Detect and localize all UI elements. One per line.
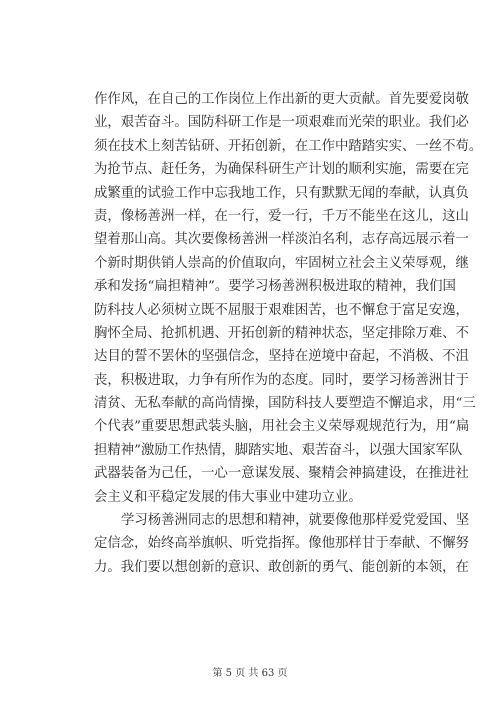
text-line: 丧，积极进取，力争有所作为的态度。同时，要学习杨善洲甘于 (94, 372, 469, 388)
text-line: 学习杨善洲同志的思想和精神，就要像他那样爱党爱国、坚 (121, 513, 470, 529)
text-line: 须在技术上刻苦钻研、开拓创新，在工作中踏踏实实、一丝不苟。 (94, 138, 483, 154)
text-line: 业，艰苦奋斗。国防科研工作是一项艰难而光荣的职业。我们必 (94, 115, 469, 131)
text-line: 个新时期供销人崇高的价值取向，牢固树立社会主义荣辱观，继 (94, 255, 469, 271)
text-line: 力。我们要以想创新的意识、敢创新的勇气、能创新的本领，在 (94, 559, 469, 575)
text-line: 定信念，始终高举旗帜、听党指挥。像他那样甘于奉献、不懈努 (94, 536, 469, 552)
text-line: 作作风，在自己的工作岗位上作出新的更大贡献。首先要爱岗敬 (94, 92, 469, 107)
text-line: 承和发扬“扁担精神”。要学习杨善洲积极进取的精神，我们国 (94, 279, 456, 295)
page-number-label: 第 5 页 共 63 页 (212, 668, 288, 679)
text-line: 武器装备为己任，一心一意谋发展、聚精会神搞建设，在推进社 (94, 466, 469, 482)
page-footer (0, 664, 500, 679)
text-line: 达目的誓不罢休的坚强信念，坚持在逆境中奋起，不消极、不沮 (94, 349, 469, 365)
text-line: 防科技人必须树立既不屈服于艰难困苦，也不懈怠于富足安逸， (94, 302, 469, 318)
text-line: 胸怀全局、抢抓机遇、开拓创新的精神状态，坚定排除万难、不 (94, 325, 469, 341)
text-line: 成繁重的试验工作中忘我地工作，只有默默无闻的奉献，认真负 (94, 185, 469, 201)
text-line: 为抢节点、赶任务，为确保科研生产计划的顺利实施，需要在完 (94, 162, 469, 178)
text-line: 个代表”重要思想武装头脑，用社会主义荣辱观规范行为，用“扁 (94, 419, 470, 435)
text-line: 清贫、无私奉献的高尚情操，国防科技人要塑造不懈追求，用“三 (94, 396, 476, 412)
text-line: 担精神”激励工作热情，脚踏实地、艰苦奋斗，以强大国家军队 (94, 442, 463, 458)
body-text (94, 88, 483, 579)
text-line: 望着那山高。其次要像杨善洲一样淡泊名利，志存高远展示着一 (94, 232, 469, 248)
text-line: 会主义和平稳定发展的伟大事业中建功立业。 (94, 489, 362, 505)
text-line: 责，像杨善洲一样，在一行，爱一行，千万不能坐在这儿，这山 (94, 208, 469, 224)
